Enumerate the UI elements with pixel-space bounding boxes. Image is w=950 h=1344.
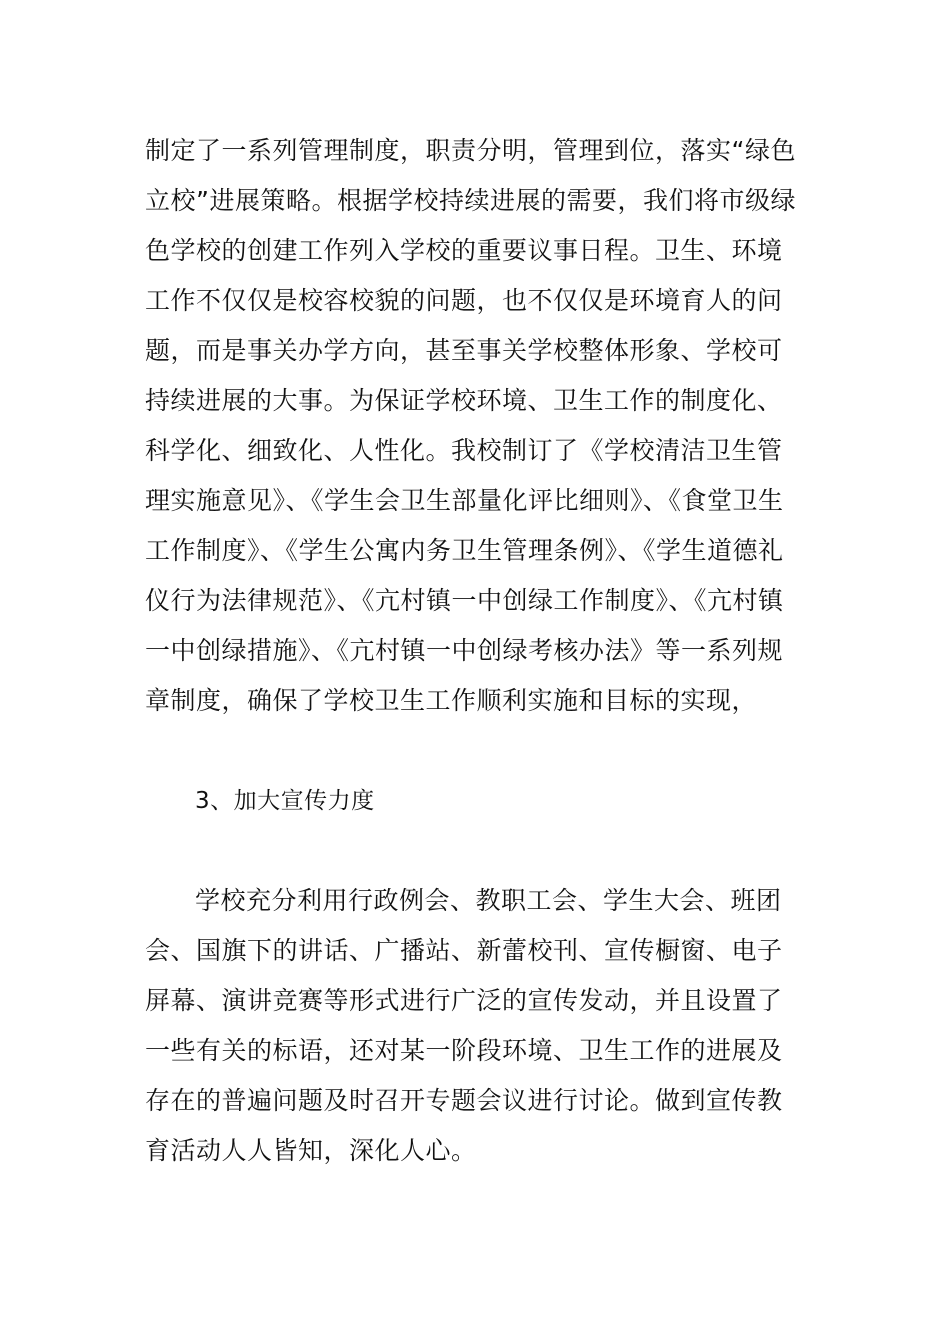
document-body <box>145 126 805 1176</box>
section-heading-publicity: 3、加大宣传力度 <box>195 788 375 814</box>
paragraph-regulations: 制定了一系列管理制度，职责分明，管理到位，落实“绿色立校”进展策略。根据学校持续进展的需要，我们将市级绿色学校的创建工作列入学校的重要议事日程。卫生、环境工作不仅仅是校容校貌的问题，也不仅仅是环境育人的问题，而是事关办学方向，甚至事关学校整体形象、学校可持续进展的大事。为保证学校环境、卫生工作的制度化、科学化、细致化、人性化。我校制订了《学校清洁卫生管理实施意见》、《学生会卫生部量化评比细则》、《食堂卫生工作制度》、《学生公寓内务卫生管理条例》、《学生道德礼仪行为法律规范》、《亢村镇一中创绿工作制度》、《亢村镇一中创绿措施》、《亢村镇一中创绿考核办法》等一系列规章制度，确保了学校卫生工作顺利实施和目标的实现， <box>145 136 796 715</box>
paragraph-publicity: 学校充分利用行政例会、教职工会、学生大会、班团会、国旗下的讲话、广播站、新蕾校刊、宣传橱窗、电子屏幕、演讲竞赛等形式进行广泛的宣传发动，并且设置了一些有关的标语，还对某一阶段环境、卫生工作的进展及存在的普遍问题及时召开专题会议进行讨论。做到宣传教育活动人人皆知，深化人心。 <box>145 886 783 1165</box>
